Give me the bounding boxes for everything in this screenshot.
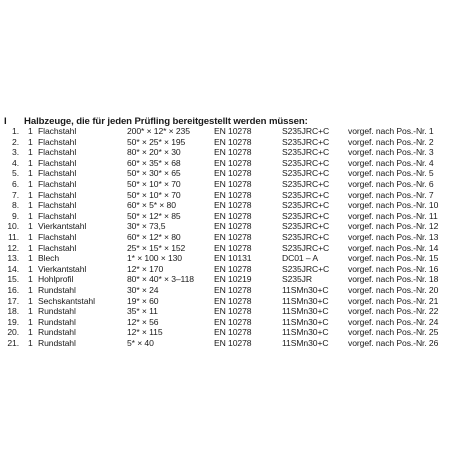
item-standard: EN 10278: [214, 136, 252, 147]
item-dimensions: 80* × 20* × 30: [127, 147, 181, 158]
item-reference: vorgef. nach Pos.-Nr. 12: [348, 221, 439, 232]
section-number: I: [4, 116, 7, 127]
item-dimensions: 5* × 40: [127, 337, 154, 348]
item-material: 11SMn30+C: [282, 295, 329, 306]
item-standard: EN 10278: [214, 126, 252, 136]
item-quantity: 1: [28, 178, 33, 189]
item-dimensions: 12* × 170: [127, 263, 164, 274]
item-quantity: 1: [28, 147, 33, 158]
item-material: S235JRC+C: [282, 210, 330, 221]
item-number: 8.: [12, 200, 19, 211]
section-title: Halbzeuge, die für jeden Prüfling bereitgestellt werden müssen:: [24, 116, 308, 127]
item-material: 11SMn30+C: [282, 306, 329, 317]
item-standard: EN 10278: [214, 242, 252, 253]
item-material: S235JRC+C: [282, 126, 330, 136]
item-dimensions: 1* × 100 × 130: [127, 253, 182, 264]
item-reference: vorgef. nach Pos.-Nr. 15: [348, 253, 439, 264]
item-name: Flachstahl: [38, 231, 77, 242]
item-material: S235JRC+C: [282, 231, 330, 242]
list-item: [0, 253, 458, 264]
item-name: Flachstahl: [38, 126, 77, 136]
item-number: 19.: [7, 316, 19, 327]
item-dimensions: 50* × 25* × 195: [127, 136, 186, 147]
item-reference: vorgef. nach Pos.-Nr. 6: [348, 178, 434, 189]
item-quantity: 1: [28, 200, 33, 211]
list-item: [0, 168, 458, 179]
item-quantity: 1: [28, 157, 33, 168]
list-item: [0, 158, 458, 169]
item-name: Flachstahl: [38, 200, 77, 211]
item-quantity: 1: [28, 253, 33, 264]
item-name: Rundstahl: [38, 337, 76, 348]
item-name: Blech: [38, 253, 59, 264]
item-number: 16.: [7, 284, 19, 295]
item-material: S235JRC+C: [282, 168, 330, 179]
item-name: Rundstahl: [38, 306, 76, 317]
item-number: 10.: [7, 221, 19, 232]
item-standard: EN 10278: [214, 306, 252, 317]
item-number: 5.: [12, 168, 19, 179]
item-standard: EN 10131: [214, 253, 252, 264]
item-number: 9.: [12, 210, 19, 221]
item-material: S235JRC+C: [282, 221, 330, 232]
item-number: 21.: [7, 337, 19, 348]
item-name: Hohlprofil: [38, 274, 74, 285]
item-material: S235JR: [282, 274, 312, 285]
item-quantity: 1: [28, 274, 33, 285]
item-name: Flachstahl: [38, 136, 77, 147]
item-dimensions: 30* × 24: [127, 284, 159, 295]
list-item: [0, 274, 458, 285]
item-standard: EN 10278: [214, 189, 252, 200]
item-standard: EN 10219: [214, 274, 252, 285]
material-list: [0, 126, 458, 348]
item-quantity: 1: [28, 263, 33, 274]
item-dimensions: 30* × 73,5: [127, 221, 166, 232]
item-material: S235JRC+C: [282, 178, 330, 189]
item-number: 11.: [7, 231, 19, 242]
item-material: 11SMn30+C: [282, 337, 329, 348]
item-dimensions: 25* × 15* × 152: [127, 242, 186, 253]
item-standard: EN 10278: [214, 147, 252, 158]
item-standard: EN 10278: [214, 200, 252, 211]
item-standard: EN 10278: [214, 263, 252, 274]
item-name: Vierkantstahl: [38, 263, 87, 274]
item-dimensions: 50* × 10* × 70: [127, 189, 181, 200]
item-standard: EN 10278: [214, 178, 252, 189]
item-name: Flachstahl: [38, 157, 77, 168]
list-item: [0, 211, 458, 222]
item-quantity: 1: [28, 295, 33, 306]
item-material: S235JRC+C: [282, 189, 330, 200]
item-quantity: 1: [28, 126, 33, 136]
item-reference: vorgef. nach Pos.-Nr. 4: [348, 157, 434, 168]
item-dimensions: 12* × 115: [127, 327, 163, 338]
item-material: S235JRC+C: [282, 242, 330, 253]
item-standard: EN 10278: [214, 221, 252, 232]
item-number: 4.: [12, 157, 19, 168]
item-number: 17.: [7, 295, 19, 306]
list-item: [0, 126, 458, 137]
item-quantity: 1: [28, 231, 33, 242]
item-reference: vorgef. nach Pos.-Nr. 10: [348, 200, 439, 211]
item-name: Flachstahl: [38, 168, 77, 179]
item-quantity: 1: [28, 168, 33, 179]
item-reference: vorgef. nach Pos.-Nr. 20: [348, 284, 439, 295]
item-name: Flachstahl: [38, 210, 77, 221]
list-item: [0, 317, 458, 328]
item-name: Flachstahl: [38, 189, 77, 200]
item-material: 11SMn30+C: [282, 316, 329, 327]
item-material: 11SMn30+C: [282, 327, 329, 338]
item-material: S235JRC+C: [282, 263, 330, 274]
item-number: 2.: [12, 136, 19, 147]
item-number: 3.: [12, 147, 19, 158]
item-name: Sechskantstahl: [38, 295, 95, 306]
item-number: 15.: [7, 274, 19, 285]
item-material: S235JRC+C: [282, 200, 330, 211]
list-item: [0, 200, 458, 211]
item-quantity: 1: [28, 242, 33, 253]
item-material: S235JRC+C: [282, 157, 330, 168]
item-reference: vorgef. nach Pos.-Nr. 18: [348, 274, 439, 285]
item-standard: EN 10278: [214, 337, 252, 348]
item-reference: vorgef. nach Pos.-Nr. 7: [348, 189, 434, 200]
item-standard: EN 10278: [214, 327, 252, 338]
list-item: [0, 137, 458, 148]
item-standard: EN 10278: [214, 295, 252, 306]
item-number: 20.: [7, 327, 19, 338]
item-quantity: 1: [28, 327, 33, 338]
item-material: S235JRC+C: [282, 147, 330, 158]
item-reference: vorgef. nach Pos.-Nr. 24: [348, 316, 439, 327]
item-standard: EN 10278: [214, 231, 252, 242]
item-quantity: 1: [28, 316, 33, 327]
item-number: 18.: [7, 306, 19, 317]
list-item: [0, 243, 458, 254]
item-quantity: 1: [28, 306, 33, 317]
item-reference: vorgef. nach Pos.-Nr. 11: [348, 210, 438, 221]
item-reference: vorgef. nach Pos.-Nr. 3: [348, 147, 434, 158]
item-name: Rundstahl: [38, 316, 76, 327]
list-item: [0, 179, 458, 190]
item-dimensions: 12* × 56: [127, 316, 159, 327]
item-number: 14.: [7, 263, 19, 274]
item-number: 1.: [12, 126, 19, 136]
item-dimensions: 35* × 11: [127, 306, 158, 317]
item-reference: vorgef. nach Pos.-Nr. 5: [348, 168, 434, 179]
item-dimensions: 50* × 30* × 65: [127, 168, 181, 179]
list-item: [0, 296, 458, 307]
item-name: Rundstahl: [38, 327, 76, 338]
list-item: [0, 306, 458, 317]
item-standard: EN 10278: [214, 284, 252, 295]
item-standard: EN 10278: [214, 168, 252, 179]
item-dimensions: 50* × 10* × 70: [127, 178, 181, 189]
item-standard: EN 10278: [214, 157, 252, 168]
list-item: [0, 327, 458, 338]
item-dimensions: 60* × 5* × 80: [127, 200, 176, 211]
list-item: [0, 264, 458, 275]
item-name: Rundstahl: [38, 284, 76, 295]
list-item: [0, 285, 458, 296]
item-quantity: 1: [28, 210, 33, 221]
item-quantity: 1: [28, 189, 33, 200]
item-name: Flachstahl: [38, 242, 77, 253]
list-item: [0, 221, 458, 232]
item-number: 12.: [7, 242, 19, 253]
list-item: [0, 147, 458, 158]
item-reference: vorgef. nach Pos.-Nr. 22: [348, 306, 439, 317]
item-name: Vierkantstahl: [38, 221, 87, 232]
item-reference: vorgef. nach Pos.-Nr. 14: [348, 242, 439, 253]
item-quantity: 1: [28, 221, 33, 232]
item-reference: vorgef. nach Pos.-Nr. 1: [348, 126, 434, 136]
item-material: 11SMn30+C: [282, 284, 329, 295]
item-standard: EN 10278: [214, 210, 252, 221]
item-dimensions: 19* × 60: [127, 295, 159, 306]
item-reference: vorgef. nach Pos.-Nr. 13: [348, 231, 439, 242]
item-dimensions: 60* × 12* × 80: [127, 231, 181, 242]
item-standard: EN 10278: [214, 316, 252, 327]
item-name: Flachstahl: [38, 147, 77, 158]
item-reference: vorgef. nach Pos.-Nr. 26: [348, 337, 439, 348]
item-reference: vorgef. nach Pos.-Nr. 16: [348, 263, 439, 274]
list-item: [0, 338, 458, 349]
item-reference: vorgef. nach Pos.-Nr. 21: [348, 295, 439, 306]
item-dimensions: 60* × 35* × 68: [127, 157, 181, 168]
item-number: 6.: [12, 178, 19, 189]
item-dimensions: 80* × 40* × 3–118: [127, 274, 194, 285]
item-reference: vorgef. nach Pos.-Nr. 25: [348, 327, 439, 338]
item-name: Flachstahl: [38, 178, 77, 189]
list-item: [0, 232, 458, 243]
list-item: [0, 190, 458, 201]
item-quantity: 1: [28, 337, 33, 348]
item-quantity: 1: [28, 284, 33, 295]
item-material: DC01 – A: [282, 253, 318, 264]
item-quantity: 1: [28, 136, 33, 147]
item-dimensions: 200* × 12* × 235: [127, 126, 190, 136]
item-dimensions: 50* × 12* × 85: [127, 210, 181, 221]
item-material: S235JRC+C: [282, 136, 330, 147]
item-number: 13.: [7, 253, 19, 264]
item-reference: vorgef. nach Pos.-Nr. 2: [348, 136, 434, 147]
item-number: 7.: [12, 189, 19, 200]
